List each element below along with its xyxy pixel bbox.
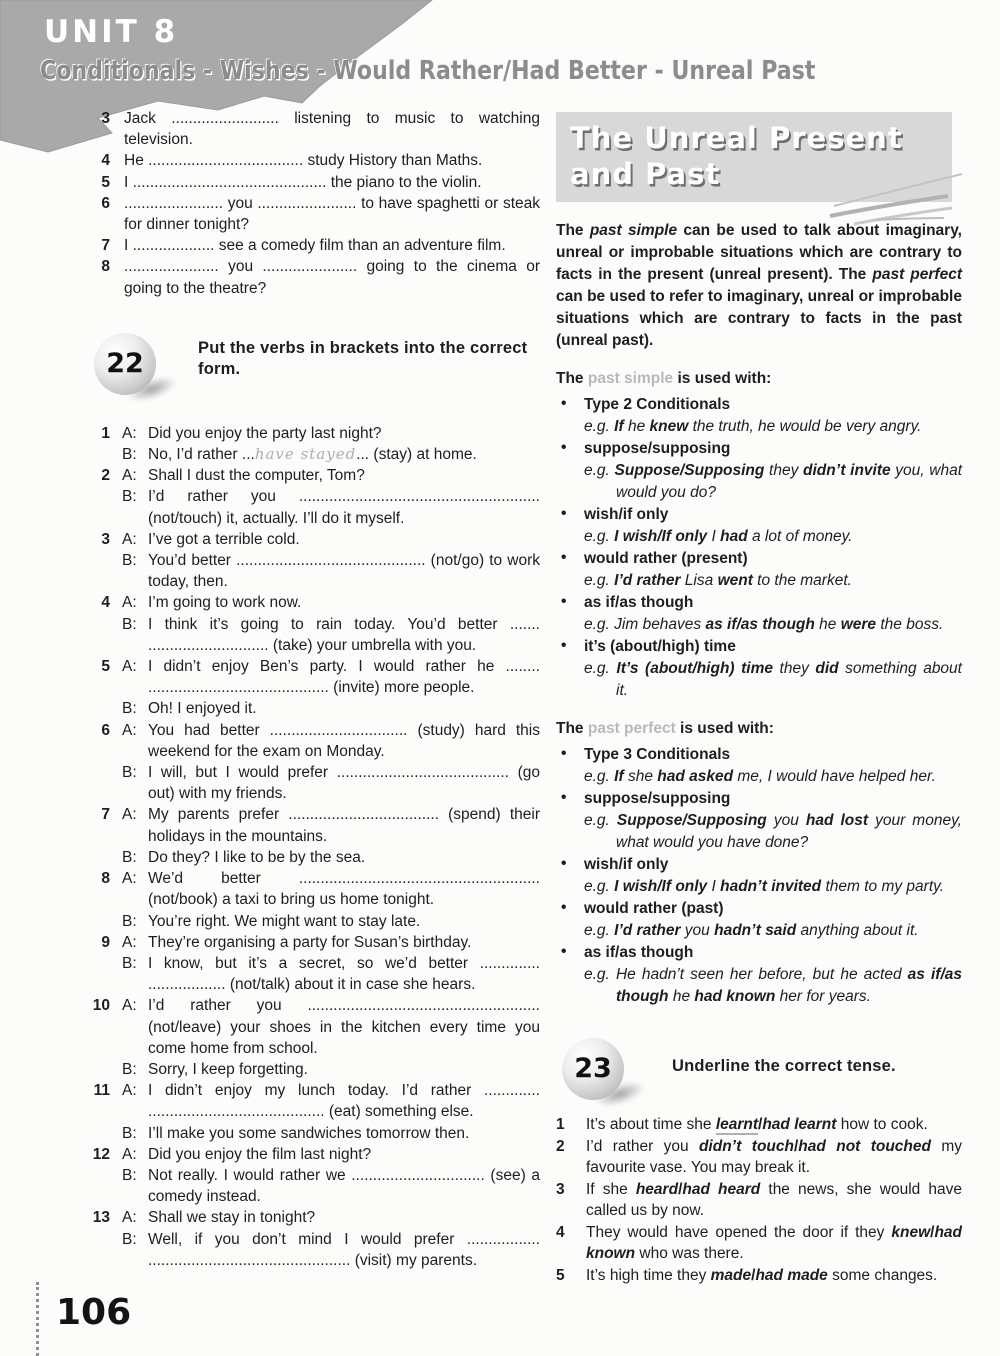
- item-number: 2: [556, 1137, 565, 1155]
- grammar-keyword: wish/if only: [584, 506, 669, 523]
- grammar-example: e.g. I’d rather Lisa went to the market.: [584, 572, 852, 589]
- dialogue-line: [122, 1229, 540, 1271]
- grammar-keyword: as if/as though: [584, 944, 694, 961]
- dialogue-lines: [122, 804, 540, 868]
- right-column: [556, 112, 962, 1286]
- speaker-label: B:: [122, 1166, 137, 1184]
- item-text: If she heard/had heard the news, she would have called us by now.: [586, 1180, 962, 1219]
- dialogue-line: [122, 465, 540, 486]
- item-number: 3: [101, 530, 110, 548]
- grammar-example: e.g. If she had asked me, I would have helped her.: [584, 768, 936, 785]
- line-text: They’re organising a party for Susan’s birthday.: [148, 933, 472, 951]
- left-column: [88, 108, 540, 1271]
- bullet-icon: •: [561, 439, 567, 456]
- page-number: 106: [56, 1292, 132, 1333]
- dialogue-line: [122, 804, 540, 846]
- line-text: I’ve got a terrible cold.: [148, 530, 300, 548]
- item-text: I ................... see a comedy film than an adventure film.: [124, 237, 506, 255]
- dialogue-line: [122, 720, 540, 762]
- speaker-label: B:: [122, 848, 137, 866]
- section-heading: The past perfect is used with:: [556, 720, 774, 737]
- speaker-label: B:: [122, 954, 137, 972]
- dialogue-line: [122, 762, 540, 804]
- grammar-keyword: wish/if only: [584, 856, 669, 873]
- dialogue-line: [122, 1207, 540, 1228]
- item-number: 11: [93, 1082, 110, 1100]
- line-text: Did you enjoy the film last night?: [148, 1145, 372, 1163]
- grammar-example: e.g. It’s (about/high) time they did something about it.: [584, 660, 962, 699]
- grammar-keyword: suppose/supposing: [584, 790, 731, 807]
- speaker-label: B:: [122, 1124, 137, 1142]
- item-number: 12: [92, 1145, 110, 1163]
- item-text: I’d rather you didn’t touch/had not touched my favourite vase. You may break it.: [586, 1137, 962, 1176]
- exercise-item: [88, 235, 540, 256]
- exercise-item: [556, 1136, 962, 1179]
- item-number: 2: [101, 467, 110, 485]
- bullet-icon: •: [561, 395, 567, 412]
- dialogue-line: [122, 847, 540, 868]
- speaker-label: A:: [122, 806, 137, 824]
- item-number: 6: [101, 194, 110, 212]
- exercise-item: [556, 1114, 962, 1136]
- item-number: 10: [92, 997, 110, 1015]
- line-text: I’ll make you some sandwiches tomorrow then.: [148, 1124, 470, 1142]
- bullet-icon: •: [561, 549, 567, 566]
- grammar-point: [556, 744, 962, 788]
- line-text: I didn’t enjoy Ben’s party. I would rather he ........ .......................................... (invite) more people.: [148, 658, 540, 697]
- exercise-number-badge: 23: [562, 1038, 624, 1100]
- line-text: Did you enjoy the party last night?: [148, 424, 382, 442]
- grammar-example: e.g. Jim behaves as if/as though he were the boss.: [584, 616, 944, 633]
- bullet-icon: •: [561, 593, 567, 610]
- dialogue-lines: [122, 465, 540, 529]
- dialogue-line: [122, 529, 540, 550]
- theory-title-line2: and Past: [570, 157, 721, 191]
- dialogue-line: [122, 656, 540, 698]
- section-bullets: [556, 744, 962, 1008]
- speaker-label: A:: [122, 1082, 137, 1100]
- grammar-point: [556, 438, 962, 504]
- item-text: Jack ......................... listening to music to watching television.: [124, 110, 540, 149]
- item-number: 13: [92, 1209, 110, 1227]
- grammar-keyword: it’s (about/high) time: [584, 638, 736, 655]
- dialogue-item: [88, 804, 540, 868]
- item-number: 6: [101, 721, 110, 739]
- speaker-label: B:: [122, 488, 137, 506]
- carryover-exercise-items: [88, 108, 540, 299]
- grammar-example: e.g. Suppose/Supposing you had lost your money, what would you have done?: [584, 812, 962, 851]
- bullet-icon: •: [561, 745, 567, 762]
- line-text: Oh! I enjoyed it.: [148, 700, 257, 718]
- dialogue-line: [122, 592, 540, 613]
- dialogue-line: [122, 486, 540, 528]
- section-bullets: [556, 394, 962, 702]
- underline-exercise-items: [556, 1114, 962, 1286]
- item-number: 8: [101, 870, 110, 888]
- item-number: 5: [101, 658, 110, 676]
- grammar-point: [556, 942, 962, 1008]
- exercise-23-header: [556, 1038, 962, 1100]
- speaker-label: B:: [122, 912, 137, 930]
- dialogue-lines: [122, 1144, 540, 1208]
- item-number: 5: [101, 173, 110, 191]
- exercise-item: [88, 150, 540, 171]
- item-number: 7: [101, 806, 110, 824]
- dialogue-lines: [122, 529, 540, 593]
- pencil-sketch-icon: [826, 168, 966, 230]
- grammar-point: [556, 592, 962, 636]
- dialogue-item: [88, 465, 540, 529]
- dialogue-line: [122, 868, 540, 910]
- line-text: I’d rather you ...................................................... (not/leave) your shoes in the kitchen every time you come home from school.: [148, 997, 540, 1057]
- item-number: 3: [556, 1180, 565, 1198]
- exercise-item: [88, 172, 540, 193]
- item-text: ....................... you ....................... to have spaghetti or steak for dinner tonight?: [124, 194, 540, 234]
- grammar-point: [556, 788, 962, 854]
- item-text: They would have opened the door if they knew/had known who was there.: [586, 1223, 962, 1262]
- dialogue-lines: [122, 1080, 540, 1144]
- dialogue-exercise-items: [88, 423, 540, 1271]
- exercise-item: [556, 1265, 962, 1287]
- dialogue-item: [88, 1080, 540, 1144]
- speaker-label: A:: [122, 1145, 137, 1163]
- item-text: It’s about time she learnt/had learnt how to cook.: [586, 1116, 928, 1133]
- dialogue-item: [88, 1144, 540, 1208]
- speaker-label: A:: [122, 530, 137, 548]
- line-text: I think it’s going to rain today. You’d better ....... ............................ (take) your umbrella with you.: [148, 615, 540, 654]
- unit-number: UNIT 8: [44, 14, 179, 50]
- exercise-item: [88, 193, 540, 235]
- speaker-label: A:: [122, 1209, 137, 1227]
- item-text: I ............................................. the piano to the violin.: [124, 173, 482, 191]
- theory-section: [556, 718, 962, 1008]
- grammar-example: e.g. I wish/If only I had a lot of money.: [584, 528, 853, 545]
- speaker-label: A:: [122, 870, 137, 888]
- dialogue-item: [88, 423, 540, 465]
- theory-intro: The past simple can be used to talk about imaginary, unreal or improbable situations which are contrary to facts in the present (unreal present). The past perfect can be used to refer to imaginary, unreal or improbable situations which are contrary to facts in the past (unreal past).: [556, 222, 962, 349]
- exercise-item: [556, 1179, 962, 1222]
- bullet-icon: •: [561, 855, 567, 872]
- grammar-keyword: Type 3 Conditionals: [584, 746, 731, 763]
- grammar-example: e.g. He hadn’t seen her before, but he acted as if/as though he had known her for years.: [584, 966, 962, 1005]
- dialogue-line: [122, 1123, 540, 1144]
- bullet-icon: •: [561, 637, 567, 654]
- exercise-instruction: Put the verbs in brackets into the correct form.: [198, 338, 528, 378]
- item-number: 4: [556, 1223, 565, 1241]
- grammar-example: e.g. I wish/If only I hadn’t invited them to my party.: [584, 878, 945, 895]
- line-text: Sorry, I keep forgetting.: [148, 1060, 308, 1078]
- item-text: It’s high time they made/had made some changes.: [586, 1266, 938, 1284]
- theory-title-line1: The Unreal Present: [570, 121, 903, 155]
- speaker-label: A:: [122, 467, 137, 485]
- grammar-point: [556, 394, 962, 438]
- line-text: Do they? I like to be by the sea.: [148, 848, 366, 866]
- footer-dotted-rule: [36, 1282, 39, 1356]
- dialogue-line: [122, 995, 540, 1059]
- grammar-keyword: as if/as though: [584, 594, 694, 611]
- line-text: We’d better ........................................................ (not/book) a taxi to bring us home tonight.: [148, 870, 540, 909]
- item-number: 1: [556, 1116, 565, 1133]
- unit-subtitle: Conditionals - Wishes - Would Rather/Had Better - Unreal Past: [40, 56, 816, 86]
- dialogue-lines: [122, 592, 540, 656]
- grammar-example: e.g. Suppose/Supposing they didn’t invite you, what would you do?: [584, 462, 962, 501]
- dialogue-line: [122, 614, 540, 656]
- exercise-22-header: [88, 333, 540, 395]
- dialogue-lines: [122, 932, 540, 996]
- dialogue-line: [122, 423, 540, 444]
- item-number: 5: [556, 1266, 565, 1284]
- speaker-label: B:: [122, 1230, 137, 1248]
- line-text: I’m going to work now.: [148, 594, 302, 612]
- item-number: 7: [101, 237, 110, 255]
- grammar-keyword: would rather (past): [584, 900, 724, 917]
- item-text: ...................... you ...................... going to the cinema or going to the theatre?: [124, 258, 540, 297]
- line-text: My parents prefer ................................... (spend) their holidays in the mountains.: [148, 806, 540, 845]
- dialogue-item: [88, 529, 540, 593]
- dialogue-line: [122, 911, 540, 932]
- grammar-point: [556, 504, 962, 548]
- speaker-label: A:: [122, 594, 137, 612]
- grammar-point: [556, 898, 962, 942]
- speaker-label: B:: [122, 615, 137, 633]
- item-text: He .................................... study History than Maths.: [124, 152, 483, 170]
- exercise-item: [88, 108, 540, 150]
- dialogue-line: [122, 1165, 540, 1207]
- dialogue-lines: [122, 1207, 540, 1271]
- dialogue-item: [88, 995, 540, 1080]
- dialogue-lines: [122, 868, 540, 932]
- item-number: 8: [101, 258, 110, 276]
- speaker-label: B:: [122, 1060, 137, 1078]
- item-number: 4: [101, 152, 110, 170]
- dialogue-line: [122, 1059, 540, 1080]
- speaker-label: A:: [122, 721, 137, 739]
- line-text: Not really. I would rather we ............................... (see) a comedy instead.: [148, 1166, 540, 1206]
- line-text: I know, but it’s a secret, so we’d better .............. .................. (not/talk) about it in case she hears.: [148, 954, 540, 994]
- theory-section: [556, 368, 962, 702]
- grammar-keyword: suppose/supposing: [584, 440, 731, 457]
- theory-banner: [556, 112, 952, 202]
- bullet-icon: •: [561, 943, 567, 960]
- dialogue-lines: [122, 423, 540, 465]
- exercise-item: [88, 256, 540, 298]
- speaker-label: B:: [122, 764, 137, 782]
- exercise-instruction: Underline the correct tense.: [672, 1057, 896, 1075]
- dialogue-line: [122, 698, 540, 719]
- bullet-icon: •: [561, 899, 567, 916]
- dialogue-item: [88, 720, 540, 805]
- line-text: Shall we stay in tonight?: [148, 1209, 316, 1227]
- speaker-label: A:: [122, 997, 137, 1015]
- speaker-label: A:: [122, 658, 137, 676]
- line-text: Shall I dust the computer, Tom?: [148, 467, 365, 485]
- speaker-label: A:: [122, 933, 137, 951]
- dialogue-item: [88, 592, 540, 656]
- line-text: Well, if you don’t mind I would prefer ................. ............................................... (visit) my parents.: [148, 1230, 540, 1269]
- dialogue-line: [122, 1144, 540, 1165]
- dialogue-item: [88, 932, 540, 996]
- dialogue-lines: [122, 656, 540, 720]
- dialogue-line: [122, 1080, 540, 1122]
- speaker-label: B:: [122, 700, 137, 718]
- dialogue-line: [122, 550, 540, 592]
- line-text: No, I’d rather ...have stayed... (stay) at home.: [148, 445, 477, 464]
- exercise-number-badge: 22: [94, 333, 156, 395]
- dialogue-line: [122, 444, 540, 465]
- grammar-example: e.g. I’d rather you hadn’t said anything about it.: [584, 922, 919, 939]
- speaker-label: A:: [122, 424, 137, 442]
- dialogue-line: [122, 953, 540, 995]
- item-number: 1: [101, 424, 110, 442]
- dialogue-lines: [122, 995, 540, 1080]
- speaker-label: B:: [122, 446, 137, 464]
- dialogue-item: [88, 868, 540, 932]
- line-text: You had better ................................ (study) hard this weekend for the exam on Monday.: [148, 721, 540, 760]
- item-number: 3: [101, 110, 110, 127]
- grammar-point: [556, 854, 962, 898]
- grammar-point: [556, 548, 962, 592]
- bullet-icon: •: [561, 789, 567, 806]
- grammar-example: e.g. If he knew the truth, he would be very angry.: [584, 418, 922, 435]
- line-text: You’re right. We might want to stay late.: [148, 912, 421, 930]
- theory-sections: [556, 368, 962, 1008]
- dialogue-lines: [122, 720, 540, 805]
- dialogue-line: [122, 932, 540, 953]
- item-number: 4: [101, 594, 110, 612]
- speaker-label: B:: [122, 552, 137, 570]
- bullet-icon: •: [561, 505, 567, 522]
- item-number: 9: [101, 933, 110, 951]
- grammar-point: [556, 636, 962, 702]
- line-text: I’d rather you ........................................................ (not/touch) it, actually. I’ll do it myself.: [148, 488, 540, 527]
- exercise-item: [556, 1222, 962, 1265]
- grammar-keyword: Type 2 Conditionals: [584, 396, 731, 413]
- line-text: You’d better ............................................ (not/go) to work today, then.: [148, 552, 540, 591]
- line-text: I didn’t enjoy my lunch today. I’d rather ............. ......................................... (eat) something else.: [148, 1082, 540, 1121]
- line-text: I will, but I would prefer ........................................ (go out) with my friends.: [148, 764, 540, 803]
- grammar-keyword: would rather (present): [584, 550, 748, 567]
- section-heading: The past simple is used with:: [556, 370, 772, 387]
- dialogue-item: [88, 1207, 540, 1271]
- dialogue-item: [88, 656, 540, 720]
